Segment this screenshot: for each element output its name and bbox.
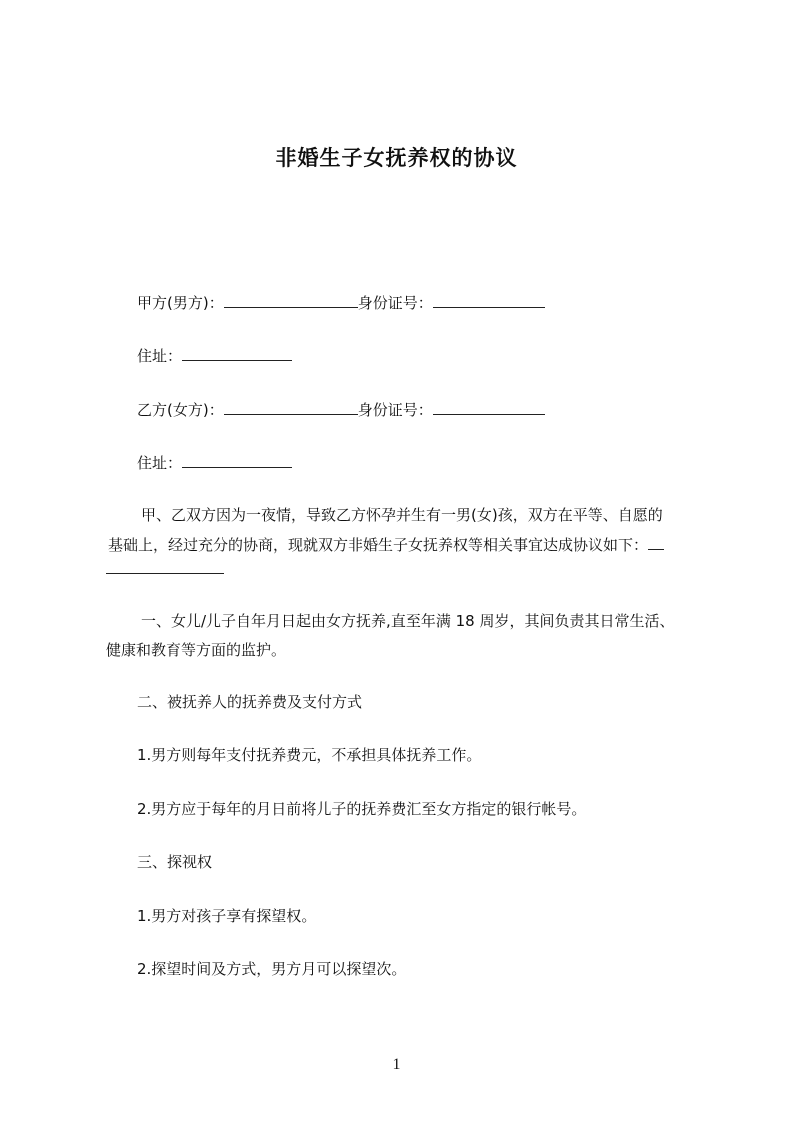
party-a-name-blank[interactable] — [224, 292, 358, 308]
document-title: 非婚生子女抚养权的协议 — [275, 146, 518, 170]
intro-trailing-blank[interactable] — [648, 534, 664, 550]
address-b-blank[interactable] — [182, 452, 292, 468]
party-b-row — [137, 399, 545, 420]
intro-blank-line[interactable] — [106, 558, 224, 574]
section-2-heading: 二、被抚养人的抚养费及支付方式 — [137, 693, 363, 711]
party-b-label: 乙方(女方)： — [137, 401, 224, 419]
address-a-label: 住址： — [137, 347, 183, 365]
address-a-row — [137, 345, 292, 366]
party-a-label: 甲方(男方)： — [137, 294, 224, 312]
section-3-heading: 三、探视权 — [137, 853, 213, 871]
address-a-blank[interactable] — [182, 345, 292, 361]
address-b-row — [137, 452, 292, 473]
item-2-2: 2.男方应于每年的月日前将儿子的抚养费汇至女方指定的银行帐号。 — [137, 800, 587, 818]
party-b-name-blank[interactable] — [224, 399, 358, 415]
item-2-1: 1.男方则每年支付抚养费元，不承担具体抚养工作。 — [137, 746, 482, 764]
party-b-id-blank[interactable] — [433, 399, 545, 415]
party-a-id-blank[interactable] — [433, 292, 545, 308]
clause-1-line-2: 健康和教育等方面的监护。 — [106, 641, 287, 659]
party-b-id-label: 身份证号： — [357, 401, 433, 419]
party-a-id-label: 身份证号： — [357, 294, 433, 312]
item-3-2: 2.探望时间及方式，男方月可以探望次。 — [137, 960, 407, 978]
clause-1-line-1: 一、女儿/儿子自年月日起由女方抚养,直至年满 18 周岁，其间负责其日常生活、 — [141, 612, 675, 630]
intro-line-1: 甲、乙双方因为一夜情，导致乙方怀孕并生有一男(女)孩，双方在平等、自愿的 — [141, 506, 663, 524]
item-3-1: 1.男方对孩子享有探望权。 — [137, 907, 317, 925]
intro-line-2 — [108, 534, 664, 555]
page-number: 1 — [392, 1056, 401, 1073]
intro-line-2-text: 基础上，经过充分的协商，现就双方非婚生子女抚养权等相关事宜达成协议如下： — [108, 536, 649, 554]
party-a-row — [137, 292, 545, 313]
address-b-label: 住址： — [137, 454, 183, 472]
